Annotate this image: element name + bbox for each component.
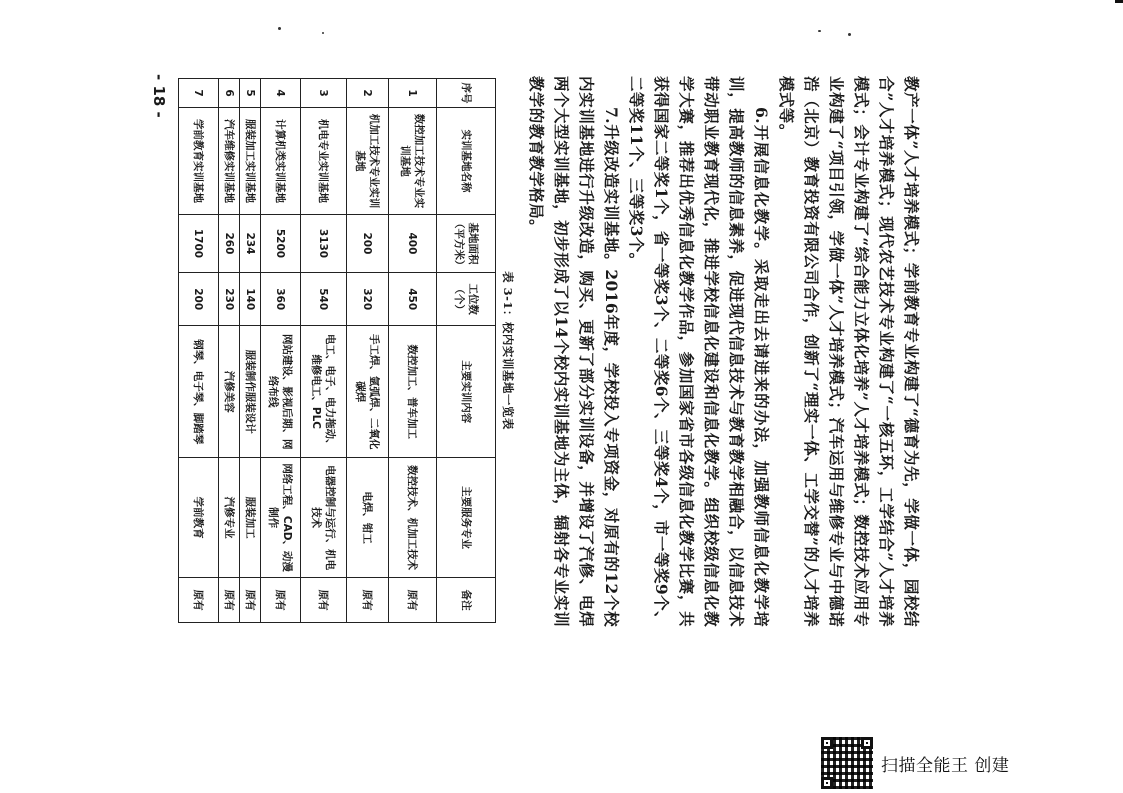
header-content: 主要实训内容 (437, 326, 496, 458)
scan-edge-mark (1115, 0, 1123, 3)
cell-stations: 360 (261, 272, 301, 326)
paragraph-3: 7.升级改造实训基地。2016年度，学校投入专项资金，对原有的12个校内实训基地进行升级改造，购买、更新了部分实训设备，并增设了汽修、电焊两个大型实训基地，初步形成了以14个校内实训基地为主体，辐射各专业实训教学的教育教学格局。 (527, 76, 621, 627)
header-service: 主要服务专业 (437, 457, 496, 577)
cell-area: 400 (389, 214, 437, 272)
cell-service: 学前教育 (179, 457, 219, 577)
cell-area: 260 (219, 214, 240, 272)
cell-note: 原有 (240, 578, 261, 623)
scan-speck (278, 27, 281, 30)
cell-name: 机加工技术专业实训基地 (347, 107, 389, 214)
scanned-page (150, 68, 930, 633)
table-row (261, 79, 301, 623)
scan-speck (848, 33, 851, 36)
cell-service: 电器控制与运行、机电技术 (301, 457, 347, 577)
cell-area: 234 (240, 214, 261, 272)
cell-area: 1700 (179, 214, 219, 272)
scan-speck (818, 30, 821, 32)
cell-stations: 320 (347, 272, 389, 326)
table-caption: 表 3-1：校内实训基地一览表 (501, 271, 515, 430)
cell-name: 汽车维修实训基地 (219, 107, 240, 214)
cell-content: 数控加工、普车加工 (389, 326, 437, 458)
table-row (347, 79, 389, 623)
table-row (240, 79, 261, 623)
table-row (301, 79, 347, 623)
cell-name: 机电专业实训基地 (301, 107, 347, 214)
cell-stations: 140 (240, 272, 261, 326)
cell-no: 7 (179, 79, 219, 108)
table-header-row (437, 79, 496, 623)
qr-code-icon (821, 737, 873, 789)
cell-content: 网站建设、影视后期、网络布线 (261, 326, 301, 458)
cell-note: 原有 (219, 578, 240, 623)
cell-no: 1 (389, 79, 437, 108)
cell-content: 电工、电子、电力拖动、维修电工、PLC (301, 326, 347, 458)
cell-name: 学前教育实训基地 (179, 107, 219, 214)
cell-no: 4 (261, 79, 301, 108)
camscanner-watermark (821, 737, 1009, 789)
cell-no: 6 (219, 79, 240, 108)
page-number: - 18 - (150, 74, 168, 118)
body-text (524, 68, 930, 633)
header-no: 序号 (437, 79, 496, 108)
cell-no: 5 (240, 79, 261, 108)
cell-content: 钢琴、电子琴、脚踏琴 (179, 326, 219, 458)
cell-name: 服装加工实训基地 (240, 107, 261, 214)
cell-no: 3 (301, 79, 347, 108)
cell-area: 200 (347, 214, 389, 272)
header-stations: 工位数（个） (437, 272, 496, 326)
header-note: 备注 (437, 578, 496, 623)
cell-name: 计算机类实训基地 (261, 107, 301, 214)
cell-name: 数控加工技术专业实训基地 (389, 107, 437, 214)
cell-no: 2 (347, 79, 389, 108)
cell-area: 5200 (261, 214, 301, 272)
cell-area: 3130 (301, 214, 347, 272)
cell-note: 原有 (179, 578, 219, 623)
cell-stations: 230 (219, 272, 240, 326)
cell-content: 服装制作服装设计 (240, 326, 261, 458)
scan-speck (322, 32, 324, 34)
paragraph-1: 教产一体”人才培养模式；学前教育专业构建了“德育为先，学做一体，园校结合”人才培养模式；现代农艺技术专业构建了“一核五环，工学结合”人才培养模式；会计专业构建了“综合能力立体化培养”人才培养模式；数控技术应用专业构建了“项目引领，学做一体”人才培养模式；汽车运用与维修专业与中德诺浩（北京）教育投资有限公司合作，创新了“理实一体、工学交替”的人才培养模式等。 (777, 76, 921, 627)
cell-stations: 450 (389, 272, 437, 326)
cell-content: 手工焊、氩弧焊、二氧化碳焊 (347, 326, 389, 458)
cell-stations: 200 (179, 272, 219, 326)
cell-service: 数控技术、机加工技术 (389, 457, 437, 577)
header-area: 基地面积（平方米） (437, 214, 496, 272)
cell-stations: 540 (301, 272, 347, 326)
rotated-page-content (150, 68, 930, 633)
header-name: 实训基地名称 (437, 107, 496, 214)
cell-note: 原有 (261, 578, 301, 623)
cell-note: 原有 (301, 578, 347, 623)
cell-note: 原有 (347, 578, 389, 623)
table-row (219, 79, 240, 623)
cell-service: 服装加工 (240, 457, 261, 577)
cell-content: 汽修美容 (219, 326, 240, 458)
cell-service: 电焊、钳工 (347, 457, 389, 577)
training-base-table (178, 78, 496, 623)
paragraph-2: 6.开展信息化教学。采取走出去请进来的办法，加强教师信息化教学培训，提高教师的信息素养，促进现代信息技术与教育教学相融合，以信息技术带动职业教育现代化，推进学校信息化建设和信息化教学。组织校级信息化教学大赛，推荐出优秀信息化教学作品，参加国家省市各级信息化教学比赛，共获得国家二等奖1个，省一等奖3个、二等奖6个、三等奖4个，市一等奖9个、二等奖11个、三等奖3个。 (627, 76, 771, 627)
cell-service: 汽修专业 (219, 457, 240, 577)
cell-service: 网络工程、CAD、动漫制作 (261, 457, 301, 577)
cell-note: 原有 (389, 578, 437, 623)
watermark-text: 扫描全能王 创建 (881, 755, 1010, 776)
table-row (389, 79, 437, 623)
table-row (179, 79, 219, 623)
